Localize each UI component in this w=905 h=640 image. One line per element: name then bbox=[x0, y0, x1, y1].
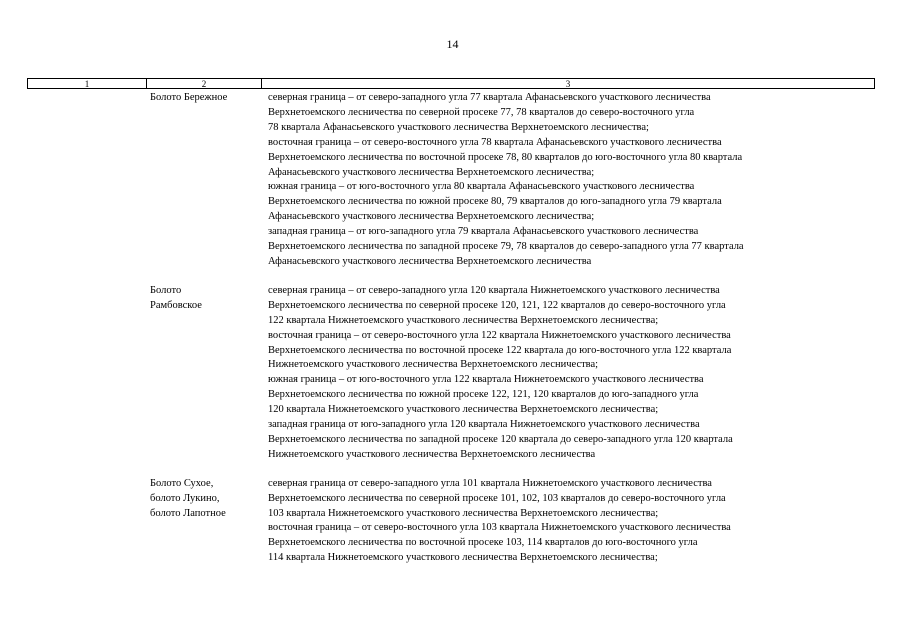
table-row bbox=[0, 477, 905, 566]
boundary-line: 120 квартала Нижнетоемского участкового лесничества Верхнетоемского лесничества; bbox=[268, 404, 659, 416]
boundary-line: 122 квартала Нижнетоемского участкового лесничества Верхнетоемского лесничества; bbox=[268, 314, 659, 326]
boundary-line: Афанасьевского участкового лесничества Верхнетоемского лесничества; bbox=[268, 211, 595, 223]
boundary-line: северная граница от северо-западного угла 101 квартала Нижнетоемского участкового лесничества bbox=[268, 477, 712, 489]
boundary-line: Афанасьевского участкового лесничества Верхнетоемского лесничества bbox=[268, 255, 592, 267]
boundary-line: южная граница – от юго-восточного угла 122 квартала Нижнетоемского участкового лесничества bbox=[268, 374, 704, 386]
table-header-row bbox=[27, 78, 875, 89]
page-number: 14 bbox=[446, 37, 459, 51]
boundary-description bbox=[268, 284, 878, 463]
boundary-line: Верхнетоемского лесничества по северной просеке 77, 78 кварталов до северо-восточного угла bbox=[268, 106, 695, 118]
boundary-line: Афанасьевского участкового лесничества Верхнетоемского лесничества; bbox=[268, 166, 595, 178]
boundary-line: 114 квартала Нижнетоемского участкового лесничества Верхнетоемского лесничества; bbox=[268, 552, 658, 564]
boundary-line: Верхнетоемского лесничества по восточной просеке 122 квартала до юго-восточного угла 122 квартала bbox=[268, 344, 732, 356]
table-header-cell-3: 3 bbox=[261, 79, 874, 88]
boundary-line: западная граница от юго-западного угла 120 квартала Нижнетоемского участкового лесничества bbox=[268, 419, 700, 431]
boundary-line: западная граница – от юго-западного угла 79 квартала Афанасьевского участкового лесничества bbox=[268, 226, 699, 238]
boundary-line: южная граница – от юго-восточного угла 80 квартала Афанасьевского участкового лесничества bbox=[268, 181, 695, 193]
boundary-line: Нижнетоемского участкового лесничества Верхнетоемского лесничества; bbox=[268, 359, 599, 371]
boundary-line: Верхнетоемского лесничества по северной просеке 120, 121, 122 кварталов до северо-восточного угла bbox=[268, 299, 726, 311]
bog-name bbox=[150, 477, 262, 522]
table-row bbox=[0, 91, 905, 270]
bog-name-line: болото Лапотное bbox=[150, 507, 226, 519]
boundary-line: Верхнетоемского лесничества по южной просеке 80, 79 кварталов до юго-западного угла 79 квартала bbox=[268, 196, 722, 208]
boundary-description bbox=[268, 477, 878, 566]
table-header-cell-1: 1 bbox=[84, 79, 90, 89]
boundary-line: Верхнетоемского лесничества по северной просеке 101, 102, 103 кварталов до северо-восточного угла bbox=[268, 492, 726, 504]
table-header-cell-2: 2 bbox=[146, 79, 261, 88]
bog-name bbox=[150, 91, 262, 106]
boundary-line: северная граница – от северо-западного угла 120 квартала Нижнетоемского участкового лесничества bbox=[268, 284, 720, 296]
table-row bbox=[0, 284, 905, 463]
bog-name-line: болото Лукино, bbox=[150, 492, 220, 504]
boundary-line: Верхнетоемского лесничества по западной просеке 120 квартала до северо-западного угла 120 квартала bbox=[268, 433, 733, 445]
bog-name-line: Рамбовское bbox=[150, 299, 202, 311]
boundary-line: восточная граница – от северо-восточного угла 78 квартала Афанасьевского участкового лесничества bbox=[268, 136, 722, 148]
boundary-line: Нижнетоемского участкового лесничества Верхнетоемского лесничества bbox=[268, 448, 596, 460]
table-body bbox=[0, 91, 905, 580]
boundary-line: 103 квартала Нижнетоемского участкового лесничества Верхнетоемского лесничества; bbox=[268, 507, 659, 519]
boundary-line: 78 квартала Афанасьевского участкового лесничества Верхнетоемского лесничества; bbox=[268, 121, 649, 133]
boundary-line: восточная граница – от северо-восточного угла 122 квартала Нижнетоемского участкового лесничества bbox=[268, 329, 731, 341]
boundary-line: Верхнетоемского лесничества по западной просеке 79, 78 кварталов до северо-западного угла 77 квартала bbox=[268, 241, 744, 253]
bog-name-line: Болото Сухое, bbox=[150, 477, 214, 489]
bog-name-line: Болото Бережное bbox=[150, 92, 228, 103]
boundary-line: Верхнетоемского лесничества по восточной просеке 103, 114 кварталов до юго-восточного угла bbox=[268, 537, 698, 549]
boundary-line: Верхнетоемского лесничества по южной просеке 122, 121, 120 кварталов до юго-западного угла bbox=[268, 389, 699, 401]
bog-name-line: Болото bbox=[150, 284, 182, 296]
boundary-line: Верхнетоемского лесничества по восточной просеке 78, 80 кварталов до юго-восточного угла 80 квартала bbox=[268, 151, 743, 163]
bog-name bbox=[150, 284, 262, 314]
boundary-line: восточная граница – от северо-восточного угла 103 квартала Нижнетоемского участкового лесничества bbox=[268, 522, 731, 534]
boundary-description bbox=[268, 91, 878, 270]
boundary-line: северная граница – от северо-западного угла 77 квартала Афанасьевского участкового лесничества bbox=[268, 92, 711, 103]
